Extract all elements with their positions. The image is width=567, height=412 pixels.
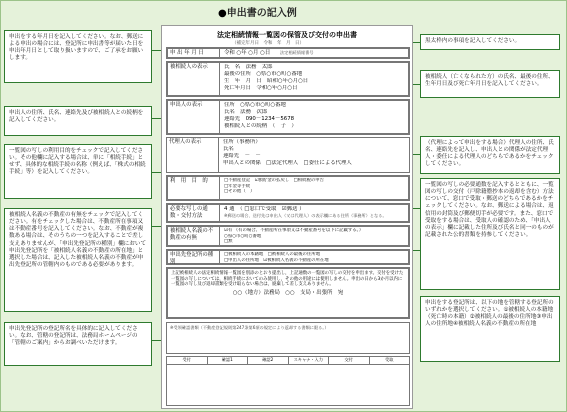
- row-label: 申出先登記所の種別: [168, 251, 220, 263]
- row-value: [222, 63, 406, 95]
- callout-text: 被相続人名義の不動産の有無をチェックで記入してください。有をチェックした場合は、不動産所在事項又は不動産番号を記入してください。なお、不動産が複数ある場合は、そのうちの一つを記入することで差し支えありませんが、「申出先登記所の種別」欄において申出先登記所を「被相続人名義の不動産の所在地」と選択した場合は、記入した被相続人名義の不動産が申出先登記所の管轄内のものである必要があります。: [9, 212, 147, 269]
- callout-text: 申出先登記所の登記所名を具体的に記入してください。なお、管轄の登記所は、法務局ホームページの「管轄のご案内」からお調べいただけます。: [9, 326, 138, 347]
- row-value: [222, 205, 406, 221]
- form-title: 法定相続情報一覧図の保管及び交付の申出書: [217, 31, 357, 39]
- callout-application-date: [4, 30, 152, 83]
- page-title-text: 申出書の記入例: [226, 8, 297, 19]
- callout-office-name: [4, 322, 152, 366]
- row-application-date: [166, 47, 410, 59]
- deceased-birth: 生 年 月 日 昭和○年○月○日: [224, 78, 309, 85]
- callout-text: 申出をする年月日を記入してください。なお、郵送による申出の場合には、登記所に申出書等が届いた日を申出年月日として取り扱いますので、ご了承をお願いします。: [9, 34, 144, 62]
- row-value: [222, 227, 406, 245]
- deceased-name: 氏 名 法務 太郎: [224, 64, 273, 70]
- row-label: 被相続人の表示: [168, 63, 220, 95]
- callout-purpose: [4, 144, 152, 199]
- callout-text: 被相続人（亡くなられた方）の氏名、最後の住所、生年月日及び死亡年月日を記入してください。: [425, 74, 554, 88]
- callout-text: 申出をする登記所は、以下の地を管轄する登記所のいずれかを選択してください。①被相続人の本籍地（死亡時の本籍）②被相続人の最後の住所地③申出人の住所地④被相続人名義の不動産の所在地: [425, 300, 554, 328]
- application-date-value: 令和 ○年 ○月 ○日: [224, 50, 271, 56]
- office-type-2: □申出人の住所地 ☑被相続人名義の不動産の所在地: [224, 257, 329, 263]
- row-label: 必要な写しの通数・交付方法: [168, 205, 220, 221]
- row-value: [222, 251, 406, 263]
- copies-value: 4 通 （ □窓口で受取 ☑郵送 ）: [224, 206, 305, 212]
- row-label: 申 出 年 月 日: [168, 49, 220, 57]
- office-type-1: □被相続人の本籍地 □被相続人の最後の住所地: [224, 252, 321, 257]
- callout-text: 一覧図の写しの利用目的をチェックで記入してください。その他欄に記入する場合は、単に「相続手続」とせず、具体的な相続手続の名称（例えば、「株式の相続手続」等）を記入してください。: [9, 148, 146, 176]
- real-estate-none: □無: [224, 239, 233, 244]
- agent-contact: 連絡先 － －: [223, 153, 261, 160]
- applicant-contact: 連絡先 090－1234－5678: [224, 116, 295, 123]
- callout-bold-frame: [420, 34, 560, 50]
- page-title: [218, 4, 297, 19]
- stamp-header: 受付: [167, 357, 208, 364]
- agent-relation: 申出人との関係 □法定代理人 □委任による代理人: [223, 160, 352, 167]
- applicant-address: 住所 ○県○市○町○番地: [224, 102, 286, 108]
- applicant-name: 氏名 法務 次郎: [224, 109, 268, 116]
- row-label: 被相続人名義の不動産の有無: [168, 227, 220, 245]
- row-office-type: [166, 249, 410, 265]
- callout-text: 一覧図の写しの必要通数を記入するとともに、一覧図の写しの交付（戸除籍謄抄本の返却を含む）方法について、窓口で受取・郵送のどちらであるかをチェックしてください。なお、郵送による場合は、返信用の封筒及び郵便切手が必要です。また、窓口で受取をする場合は、受取人の確認のため、「申出人の表示」欄に記載した住所及び氏名と同一のものが記載された公的書類を持参してください。: [425, 182, 554, 239]
- agent-address: 住所（事務所）: [223, 139, 261, 145]
- callout-agent: [420, 136, 560, 174]
- row-label: 代理人の表示: [167, 138, 219, 172]
- callout-copies: [420, 178, 560, 290]
- purpose-line-3: □その他（ ）: [224, 189, 255, 194]
- row-copies: [166, 203, 410, 223]
- row-statement: [166, 267, 410, 319]
- agent-name: 氏名: [223, 146, 234, 153]
- deceased-death: 死亡年月日 令和○年○月○日: [224, 85, 298, 92]
- stamp-header: スキャナ・入力: [289, 357, 330, 364]
- purpose-line-2: □年金等手続: [224, 183, 251, 189]
- stamp-header: 交付: [329, 357, 370, 364]
- office-use-stamps: [166, 356, 410, 406]
- stamp-headers: [167, 357, 409, 365]
- row-applicant: [166, 99, 410, 135]
- attachments-note: ※受領確認書類（不動産登記規則第247条第6項の規定により返却する書類に限る。）: [170, 325, 329, 330]
- callout-text: 黒太枠内の事項を記入してください。: [425, 38, 521, 44]
- row-value: [222, 101, 406, 133]
- deceased-address: 最後の住所 ○県○市○町○番地: [224, 71, 303, 78]
- row-purpose: [166, 175, 410, 201]
- real-estate-yes: ☑有 （有の場合、不動産所在事項又は不動産番号を以下に記載する。）: [224, 228, 364, 233]
- bullet-icon: ●: [218, 8, 227, 19]
- stamp-header: 確認1: [208, 357, 249, 364]
- callout-real-estate: [4, 208, 152, 312]
- callout-deceased: [420, 70, 560, 98]
- row-value: [222, 177, 406, 199]
- callout-office-type: [420, 296, 560, 362]
- row-real-estate: [166, 225, 410, 247]
- row-label: 申出人の表示: [168, 101, 220, 133]
- real-estate-detail: ○県○市○町○番地: [224, 233, 262, 239]
- application-form: [161, 25, 413, 409]
- row-agent: [166, 137, 410, 173]
- applicant-relation: 被相続人との続柄 （ 子 ）: [224, 123, 297, 130]
- info-number-label: 法定相続情報番号: [279, 50, 314, 55]
- purpose-line-1: □不動産登記 ☑預貯金の払戻し □相続税の申告: [224, 178, 325, 183]
- stamp-header: 受取: [385, 357, 394, 362]
- row-value: [221, 138, 407, 172]
- row-attachments: [166, 322, 410, 354]
- row-label: 利 用 目 的: [168, 177, 220, 199]
- callout-text: （代理によって申出をする場合）代理人の住所、氏名、連絡先を記入し、申出人との関係が法定代理人・委任による代理人のどちらであるかをチェックしてください。: [425, 140, 554, 168]
- stamp-header: 確認2: [248, 357, 289, 364]
- destination-office: ○○（地方）法務局 ○○ 支局・出張所 宛: [232, 289, 344, 296]
- callout-applicant: [4, 106, 152, 136]
- copies-note: ※郵送の場合、送付先は申出人（又は代理人）の表示欄にある住所（事務所）となる。: [224, 213, 387, 219]
- form-date-note: （補完年月日 令和 年 月 日）: [232, 41, 304, 46]
- row-deceased: [166, 61, 410, 97]
- statement-text: 上記被相続人の法定相続情報一覧図を別添のとおり提出し，上記通数の一覧図の写しの交付を申出ます。交付を受けた一覧図の写しについては，相続手続においてのみ使用し，その他の用途には使用しません。申出の日から3か月以内に一覧図の写し及び返却書類を受け取らない場合は，廃棄して差し支えありません。: [171, 271, 404, 287]
- callout-text: 申出人の住所、氏名、連絡先及び被相続人との続柄を記入してください。: [9, 110, 144, 124]
- row-value: [222, 49, 406, 57]
